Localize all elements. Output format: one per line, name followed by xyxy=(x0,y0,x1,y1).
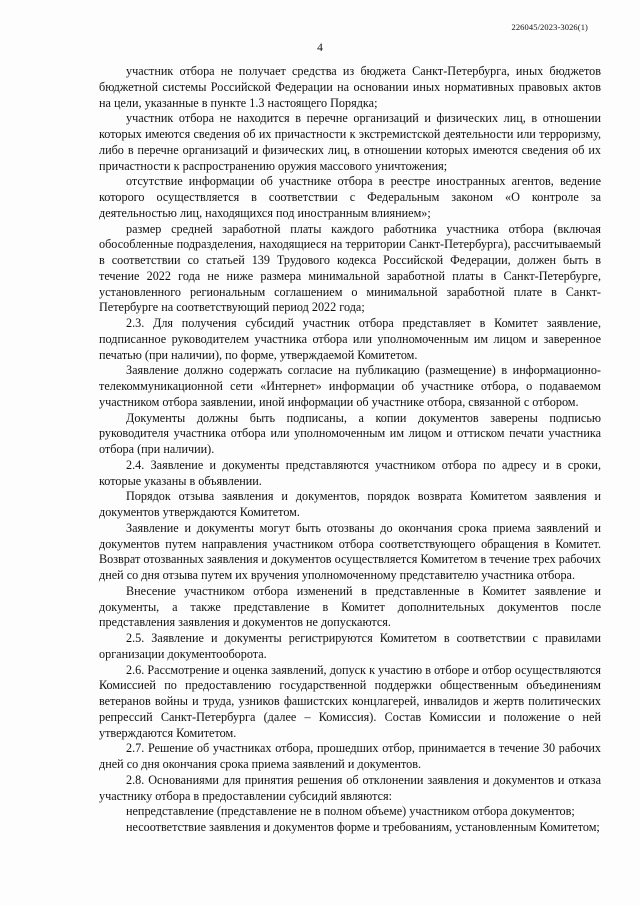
paragraph: Заявление и документы могут быть отозваны до окончания срока приема заявлений и документов путем направления участником отбора соответствующего обращения в Комитет. Возврат отозванных заявления и документов осуществляется Комитетом в течение трех рабочих дней со дня отзыва путем их вручения уполномоченному представителю участника отбора. xyxy=(99,520,601,582)
paragraph: участник отбора не получает средства из бюджета Санкт-Петербурга, иных бюджетов бюджетной системы Российской Федерации на основании иных нормативных правовых актов на цели, указанные в пункте 1.3 настоящего Порядка; xyxy=(99,64,601,110)
paragraph: Порядок отзыва заявления и документов, порядок возврата Комитетом заявления и документов утверждаются Комитетом. xyxy=(99,489,601,519)
paragraph: размер средней заработной платы каждого работника участника отбора (включая обособленные подразделения, находящиеся на территории Санкт-Петербурга), рассчитываемый в соответствии со статьей 139 Трудового кодекса Российской Федерации, должен быть в течение 2022 года не ниже размера минимальной заработной платы в Санкт-Петербурге, установленного региональным соглашением о минимальной заработной плате в Санкт-Петербурге на соответствующий период 2022 года; xyxy=(99,221,601,315)
page-number: 4 xyxy=(317,42,323,54)
paragraph: несоответствие заявления и документов форме и требованиям, установленным Комитетом; xyxy=(126,820,600,834)
paragraph: Документы должны быть подписаны, а копии документов заверены подписью руководителя участника отбора или уполномоченным им лицом и оттиском печати участника отбора (при наличии). xyxy=(99,410,601,456)
paragraph: Внесение участником отбора изменений в представленные в Комитет заявление и документы, а также представление в Комитет дополнительных документов после представления заявления и документов не допускаются. xyxy=(99,583,601,630)
document-id: 226045/2023-3026(1) xyxy=(511,22,588,32)
paragraph: участник отбора не находится в перечне организаций и физических лиц, в отношении которых имеются сведения об их причастности к экстремистской деятельности или терроризму, либо в перечне организаций и физических лиц, в отношении которых имеются сведения об их причастности к распространению оружия массового уничтожения; xyxy=(99,111,601,173)
document-body xyxy=(99,64,601,836)
paragraph: Заявление должно содержать согласие на публикацию (размещение) в информационно-телекоммуникационной сети «Интернет» информации об участнике отбора, о подаваемом участником отбора заявлении, иной информации об участнике отбора, связанной с отбором. xyxy=(99,363,601,409)
paragraph: непредставление (представление не в полном объеме) участником отбора документов; xyxy=(126,804,575,819)
paragraph: 2.4. Заявление и документы представляются участником отбора по адресу и в сроки, которые указаны в объявлении. xyxy=(99,457,601,488)
paragraph: 2.6. Рассмотрение и оценка заявлений, допуск к участию в отборе и отбор осуществляются Комиссией по предоставлению государственной поддержки общественным объединениям ветеранов войны и труда, узников фашистских концлагерей, инвалидов и жертв политических репрессий Санкт-Петербурга (далее – Комиссия). Состав Комиссии и положение о ней утверждаются Комитетом. xyxy=(99,662,601,740)
paragraph: 2.7. Решение об участниках отбора, прошедших отбор, принимается в течение 30 рабочих дней со дня окончания срока приема заявлений и документов. xyxy=(99,741,601,771)
paragraph: 2.3. Для получения субсидий участник отбора представляет в Комитет заявление, подписанное руководителем участника отбора или уполномоченным им лицом и заверенное печатью (при наличии), по форме, утверждаемой Комитетом. xyxy=(99,316,601,362)
paragraph: отсутствие информации об участнике отбора в реестре иностранных агентов, ведение которого осуществляется в соответствии с Федеральным законом «О контроле за деятельностью лиц, находящихся под иностранным влиянием»; xyxy=(99,174,601,220)
paragraph: 2.5. Заявление и документы регистрируются Комитетом в соответствии с правилами организации документооборота. xyxy=(99,631,601,661)
paragraph: 2.8. Основаниями для принятия решения об отклонении заявления и документов и отказа участнику отбора в предоставлении субсидий являются: xyxy=(99,772,601,803)
